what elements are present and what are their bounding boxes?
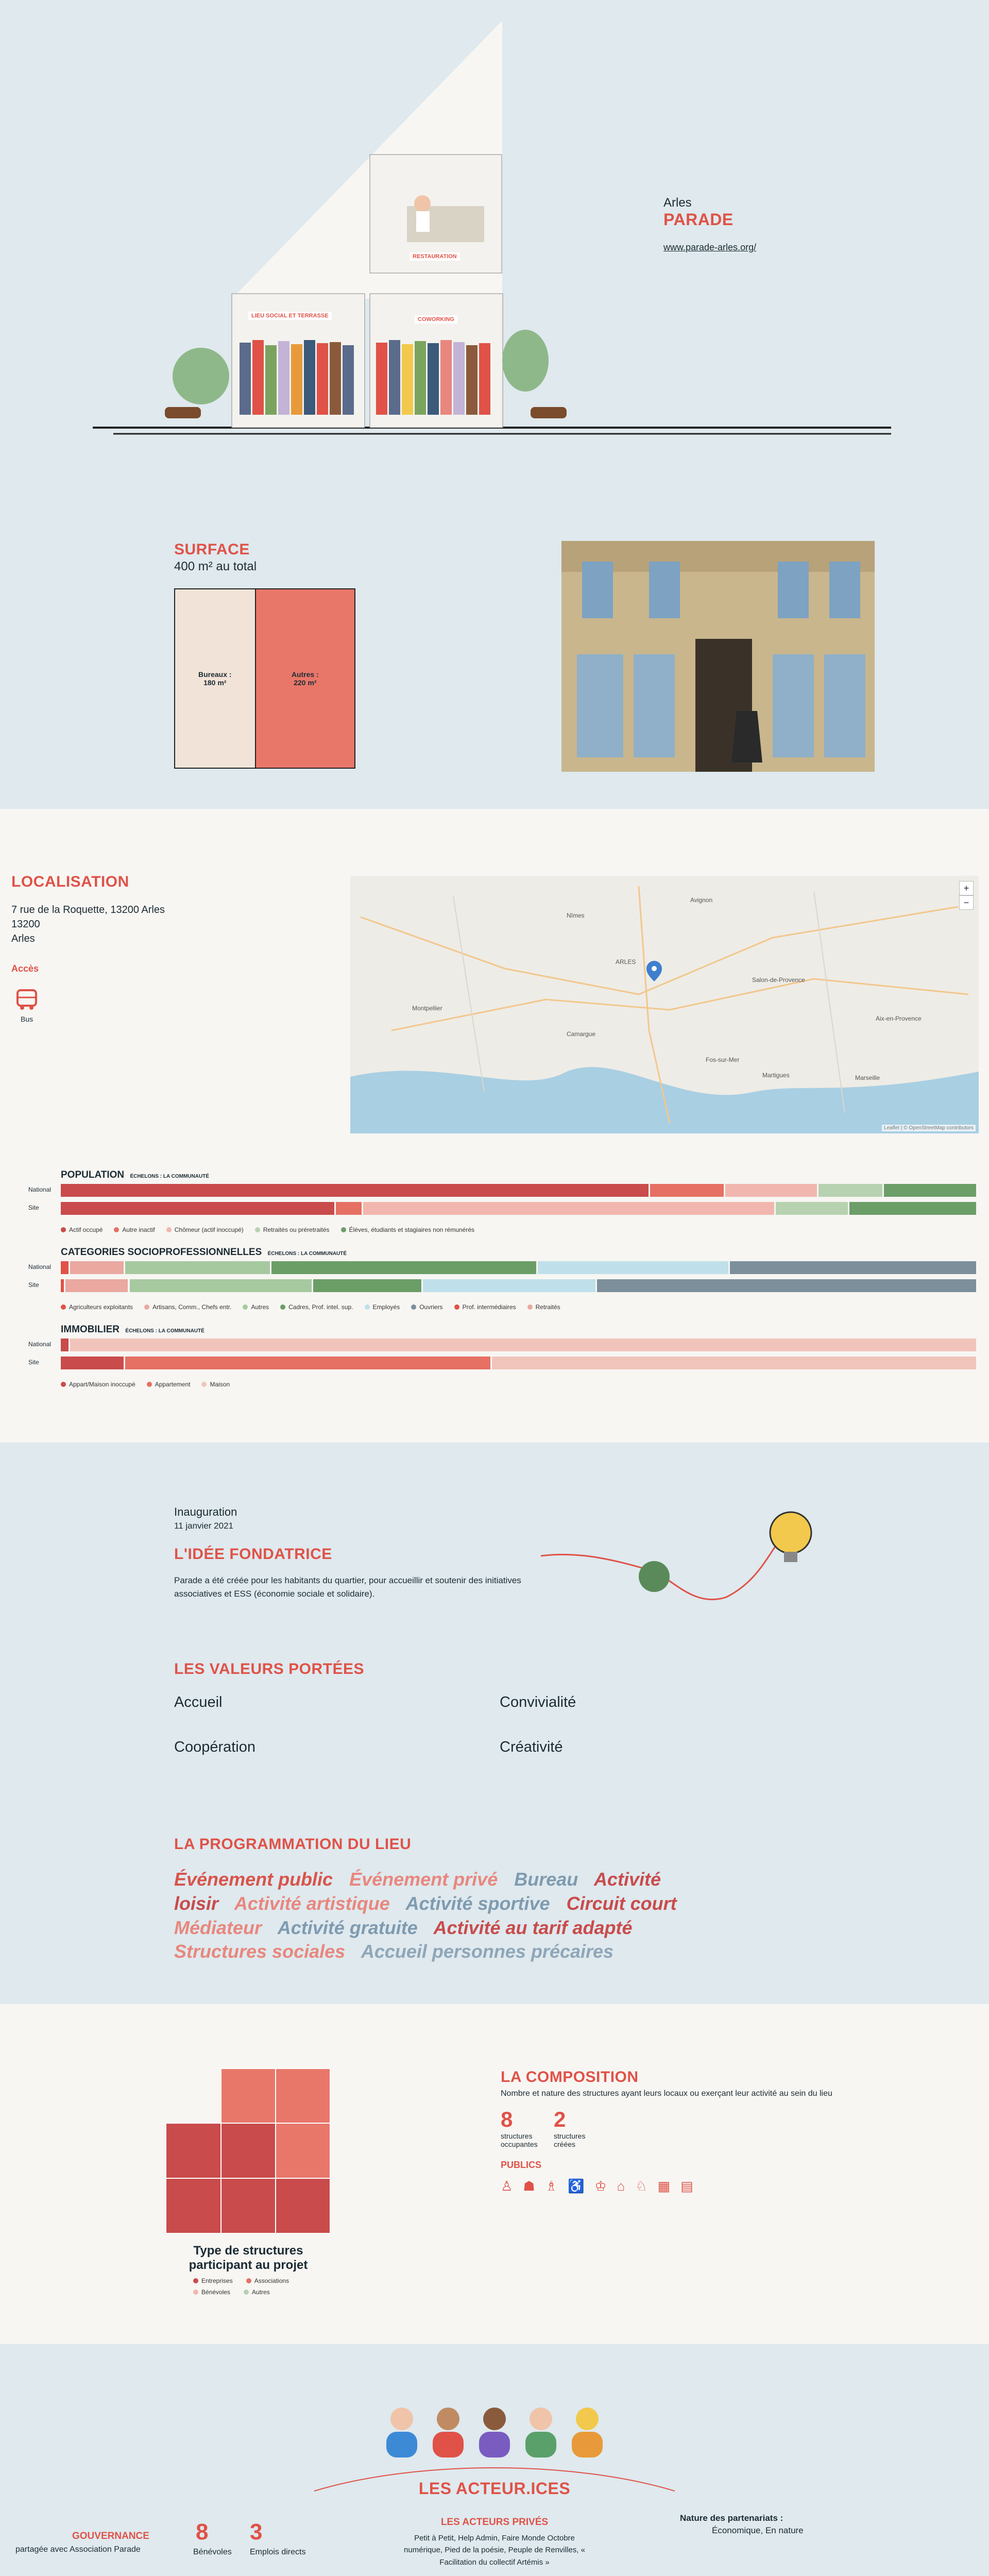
publics-title: PUBLICS [501, 2160, 542, 2170]
programmation-item: Événement privé [349, 1869, 498, 1890]
surface-chart [174, 588, 355, 769]
bar-row-label: Site [28, 1281, 39, 1289]
programmation-item: Événement public [174, 1869, 333, 1890]
idea-lightbulb-illustration [541, 1504, 850, 1628]
programmation-item: Activité sportive [405, 1892, 550, 1914]
access-title: Accès [11, 963, 39, 974]
programmation-item: Activité au tarif adapté [433, 1917, 633, 1938]
inauguration-date: 11 janvier 2021 [174, 1521, 233, 1531]
bar-row-label: National [28, 1341, 52, 1348]
legend-item: Agriculteurs exploitants [61, 1303, 133, 1311]
csp-title-text: CATEGORIES SOCIOPROFESSIONNELLES [61, 1247, 262, 1258]
localisation-title: LOCALISATION [11, 873, 129, 890]
bar-segment[interactable] [363, 1202, 774, 1215]
grid-legend [193, 2277, 317, 2296]
map-label-montpellier: Montpellier [412, 1005, 442, 1012]
people-group-left [240, 340, 354, 415]
floor-label-coworking: COWORKING [415, 315, 457, 324]
legend-item: Autre inactif [114, 1226, 155, 1233]
map-credit[interactable]: Leaflet | © OpenStreetMap contributors [882, 1125, 976, 1131]
building-illustration [0, 0, 989, 448]
building-icon: ▦ [657, 2178, 671, 2194]
map-label-marseille: Marseille [855, 1074, 880, 1081]
bar-segment[interactable] [849, 1202, 976, 1215]
home-icon: ⌂ [617, 2178, 625, 2194]
city-icon: ▤ [680, 2178, 693, 2194]
immobilier-legend [61, 1381, 230, 1388]
bar-segment[interactable] [650, 1184, 723, 1197]
neighbour-icon: ♘ [635, 2178, 647, 2194]
legend-item: Entreprises [193, 2277, 233, 2284]
bar-segment[interactable] [725, 1184, 817, 1197]
family-icon: ☗ [523, 2178, 535, 2194]
bar-segment[interactable] [70, 1261, 124, 1274]
bar-segment[interactable] [65, 1279, 128, 1292]
student-icon: ♗ [545, 2178, 557, 2194]
publics-icons [501, 2178, 693, 2194]
building-photo [561, 541, 875, 772]
grid-cell-entreprise [276, 2178, 330, 2233]
csp-subtitle: ÉCHELONS : LA COMMUNAUTÉ [267, 1251, 347, 1257]
bar-segment[interactable] [61, 1357, 124, 1369]
bar-row-label: National [28, 1186, 52, 1193]
legend-item: Chômeur (actif inoccupé) [166, 1226, 244, 1233]
grid-title: Type de structures participant au projet [189, 2244, 308, 2272]
grid-cell-entreprise [166, 2123, 221, 2178]
programmation-item: Bureau [514, 1869, 578, 1890]
surface-area-autres [256, 589, 354, 768]
value-convivialite: Convivialité [500, 1694, 576, 1710]
map-zoom-in-button[interactable]: + [959, 881, 974, 895]
bar-segment[interactable] [313, 1279, 422, 1292]
wheelchair-icon: ♿ [567, 2178, 585, 2194]
programmation-item: Circuit court [566, 1892, 677, 1914]
immobilier-title [61, 1324, 204, 1335]
bar-segment[interactable] [423, 1279, 595, 1292]
legend-item: Artisans, Comm., Chefs entr. [144, 1303, 231, 1311]
stat-label: structures occupantes [501, 2132, 538, 2148]
value-accueil: Accueil [174, 1694, 223, 1710]
csp-chart [0, 1261, 989, 1302]
bar-row-label: Site [28, 1359, 39, 1366]
bar-segment[interactable] [730, 1261, 976, 1274]
csp-title [61, 1247, 347, 1258]
legend-item: Ouvriers [411, 1303, 442, 1311]
legend-item: Appart/Maison inoccupé [61, 1381, 135, 1388]
idea-text: Parade a été créée pour les habitants du quartier, pour accueillir et soutenir des initiatives associatives et ESS (économie sociale et solidaire). [174, 1575, 521, 1599]
floor-label-lieu-social: LIEU SOCIAL ET TERRASSE [248, 312, 332, 320]
bar-segment[interactable] [597, 1279, 976, 1292]
legend-item: Autres [244, 2289, 270, 2296]
map-label-fos: Fos-sur-Mer [706, 1056, 740, 1063]
bar-segment[interactable] [538, 1261, 729, 1274]
bar-segment[interactable] [61, 1184, 649, 1197]
population-title [61, 1170, 209, 1181]
legend-item: Maison [201, 1381, 230, 1388]
elder-icon: ♔ [594, 2178, 607, 2194]
legend-item: Actif occupé [61, 1226, 103, 1233]
private-actors-text: Petit à Petit, Help Admin, Faire Monde Octobre numérique, Pied de la poésie, Peuple de Renvilles, « Facilitation du collectif Artémis » [404, 2534, 585, 2567]
actors-section [0, 2344, 989, 2576]
immobilier-subtitle: ÉCHELONS : LA COMMUNAUTÉ [125, 1328, 204, 1334]
surface-area-label: Bureaux : [198, 670, 232, 679]
stat-occupantes [501, 2107, 552, 2148]
governance-title: GOUVERNANCE [72, 2531, 149, 2541]
governance-text: partagée avec Association Parade [15, 2545, 141, 2554]
values-title: LES VALEURS PORTÉES [174, 1660, 365, 1677]
inauguration-title: Inauguration [174, 1505, 237, 1518]
surface-area-value: 180 m² [203, 679, 227, 687]
private-actors-title: LES ACTEURS PRIVÉS [440, 2517, 549, 2528]
bar-segment[interactable] [61, 1261, 69, 1274]
surface-area-value: 220 m² [294, 679, 317, 687]
localisation-postcode: 13200 [11, 919, 40, 930]
localisation-city: Arles [11, 933, 35, 944]
map-label-arles: ARLES [616, 958, 636, 965]
programmation-item: Médiateur [174, 1917, 262, 1938]
immobilier-chart [0, 1338, 989, 1380]
grid-cell-entreprise [166, 2178, 221, 2233]
map-label-camargue: Camargue [567, 1030, 596, 1038]
legend-item: Retraités ou préretraités [255, 1226, 330, 1233]
map-zoom-out-button[interactable]: − [959, 895, 974, 910]
map-label-nimes: Nîmes [567, 912, 585, 919]
composition-subtitle: Nombre et nature des structures ayant leurs locaux ou exerçant leur activité au sein du lieu [501, 2089, 832, 2098]
programmation-item: Structures sociales [174, 1941, 346, 1962]
grid-cell-association [276, 2123, 330, 2178]
legend-item: Prof. intermédiaires [454, 1303, 516, 1311]
bar-segment[interactable] [125, 1357, 490, 1369]
composition-section [0, 2004, 989, 2344]
stat-number: 8 [501, 2107, 513, 2131]
partnership-text: Économique, En nature [712, 2526, 804, 2535]
legend-item: Retraités [527, 1303, 560, 1311]
hero-website-link[interactable]: www.parade-arles.org/ [663, 242, 757, 252]
bus-icon [15, 989, 38, 1010]
grid-cell-association [221, 2069, 276, 2123]
bar-segment[interactable] [70, 1338, 976, 1351]
person-icon: ♙ [501, 2178, 513, 2194]
surface-area-bureaux [175, 589, 256, 768]
localisation-address: 7 rue de la Roquette, 13200 Arles [11, 904, 165, 916]
programmation-item: Accueil personnes précaires [361, 1941, 614, 1962]
immobilier-title-text: IMMOBILIER [61, 1324, 120, 1335]
bar-row-label: Site [28, 1204, 39, 1211]
hero-city: Arles [663, 196, 692, 210]
floor-label-restauration: RESTAURATION [410, 252, 460, 261]
bar-segment[interactable] [61, 1279, 64, 1292]
bar-segment[interactable] [125, 1261, 270, 1274]
idea-title: L'IDÉE FONDATRICE [174, 1546, 332, 1563]
actors-illustration [376, 2401, 613, 2458]
csp-legend [61, 1303, 560, 1311]
value-cooperation: Coopération [174, 1739, 255, 1755]
partnership-title: Nature des partenariats : [680, 2513, 783, 2523]
map-label-martigues: Martigues [762, 1072, 790, 1079]
programmation-item: Activité gratuite [277, 1917, 418, 1938]
grid-cell-association [276, 2069, 330, 2123]
bar-segment[interactable] [492, 1357, 976, 1369]
population-legend [61, 1226, 474, 1233]
grid-cell-entreprise [221, 2123, 276, 2178]
legend-item: Cadres, Prof. intel. sup. [280, 1303, 353, 1311]
surface-total: 400 m² au total [174, 560, 257, 573]
surface-section [0, 448, 989, 809]
bar-segment[interactable] [776, 1202, 847, 1215]
benevoles-label: Bénévoles [193, 2548, 232, 2556]
legend-item: Bénévoles [193, 2289, 230, 2296]
surface-title: SURFACE [174, 541, 250, 558]
legend-item: Autres [243, 1303, 269, 1311]
population-title-text: POPULATION [61, 1170, 125, 1180]
map-tiles [350, 876, 979, 1133]
programmation-item: Activité loisir [174, 1869, 661, 1914]
stat-creees [554, 2107, 600, 2148]
legend-item: Élèves, étudiants et stagiaires non rémunérés [341, 1226, 474, 1233]
hero-title: PARADE [663, 210, 734, 229]
emplois-label: Emplois directs [250, 2548, 306, 2556]
bar-segment[interactable] [130, 1279, 312, 1292]
population-subtitle: ÉCHELONS : LA COMMUNAUTÉ [130, 1174, 209, 1179]
population-chart [0, 1184, 989, 1225]
stat-label: structures créées [554, 2132, 586, 2148]
localisation-section [0, 809, 989, 1443]
legend-item: Associations [246, 2277, 289, 2284]
programmation-title: LA PROGRAMMATION DU LIEU [174, 1836, 412, 1853]
bar-segment[interactable] [884, 1184, 976, 1197]
bar-segment[interactable] [336, 1202, 362, 1215]
bar-row-label: National [28, 1263, 52, 1270]
people-group-right [376, 340, 490, 415]
actors-title: LES ACTEUR.ICES [418, 2479, 571, 2498]
bar-segment[interactable] [271, 1261, 536, 1274]
grid-cell-entreprise [221, 2178, 276, 2233]
access-mode: Bus [21, 1015, 33, 1023]
programmation-list [174, 1868, 689, 1964]
map[interactable] [350, 876, 979, 1133]
emplois-count: 3 [250, 2519, 263, 2545]
legend-item: Employés [365, 1303, 400, 1311]
value-creativite: Créativité [500, 1739, 563, 1755]
stat-number: 2 [554, 2107, 566, 2131]
composition-title: LA COMPOSITION [501, 2069, 639, 2086]
structure-grid [166, 2069, 331, 2233]
bar-segment[interactable] [61, 1202, 334, 1215]
bar-segment[interactable] [61, 1338, 69, 1351]
map-label-salon: Salon-de-Provence [752, 976, 805, 984]
map-label-avignon: Avignon [690, 896, 713, 904]
programmation-item: Activité artistique [234, 1892, 390, 1914]
surface-area-label: Autres : [291, 670, 319, 679]
legend-item: Appartement [147, 1381, 191, 1388]
idea-section [0, 1443, 989, 2004]
bar-segment[interactable] [819, 1184, 882, 1197]
map-label-aix: Aix-en-Provence [876, 1015, 922, 1022]
benevoles-count: 8 [196, 2519, 209, 2545]
hero-section [0, 0, 989, 448]
